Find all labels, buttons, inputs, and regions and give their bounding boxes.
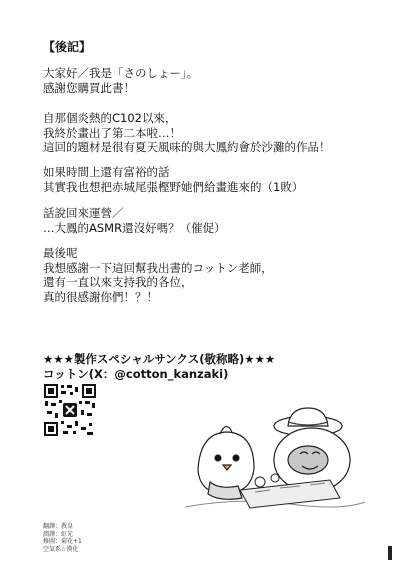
translation-credits <box>43 523 82 553</box>
text-line: 真的很感謝你們！？！ <box>43 289 158 304</box>
text-line: 還有一直以來支持我的各位， <box>43 275 193 289</box>
credit-line: 修圖：菊花+1 <box>43 538 82 545</box>
credit-line: 翻譯：教皇 <box>43 523 74 530</box>
chibi-illustration <box>180 402 370 522</box>
text-line: 其實我也想把赤城尾張樫野她們給畫進來的（1敗） <box>43 179 304 194</box>
special-thanks-heading: ★★★製作スペシャルサンクス(敬称略)★★★ <box>43 352 276 366</box>
qr-code[interactable] <box>43 383 97 437</box>
paragraph-new-book <box>43 111 331 155</box>
text-line: 自那個炎熱的C102以來， <box>43 111 177 125</box>
text-line: …大鳳的ASMR還沒好嗎？（催促） <box>43 220 226 235</box>
afterword-title: 【後記】 <box>43 40 92 54</box>
text-line: 感謝您購買此書！ <box>43 80 135 95</box>
special-thanks-name: コットン(X：@cotton_kanzaki) <box>43 367 229 381</box>
text-line: 我終於畫出了第二本啦…！ <box>43 125 181 140</box>
paragraph-extra-characters <box>43 165 303 194</box>
page-edge-mark <box>388 546 392 560</box>
text-line: 話說回來運營／ <box>43 206 124 220</box>
text-line: 這回的題材是很有夏天風味的與大鳳約會於沙灘的作品！ <box>43 140 331 154</box>
credit-line: 潤譯：虹光 <box>43 530 74 538</box>
credit-line: 空氣系☆漢化 <box>43 545 79 553</box>
text-line: 大家好／我是「さのしょー」。 <box>43 66 199 80</box>
hat-character <box>274 408 350 492</box>
chick-character <box>198 426 254 499</box>
paragraph-thanks <box>43 246 273 304</box>
paragraph-greeting <box>43 66 198 95</box>
text-line: 最後呢 <box>43 246 78 260</box>
special-thanks <box>43 352 275 382</box>
text-line: 我想感謝一下這回幫我出書的コットン老師， <box>43 260 273 275</box>
paragraph-asmr <box>43 206 226 235</box>
text-line: 如果時間上還有富裕的話 <box>43 165 170 179</box>
